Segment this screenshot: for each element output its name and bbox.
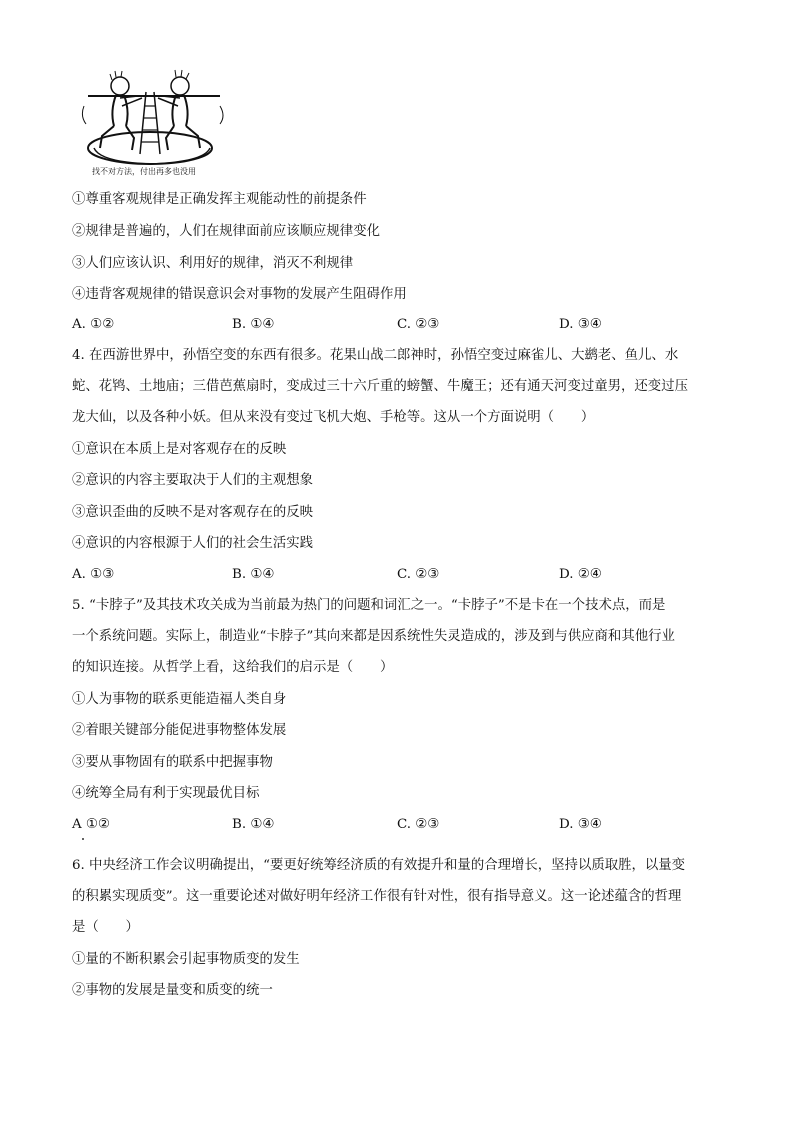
q3-statement-3: ③人们应该认识、利用好的规律，消灭不利规律 [72, 256, 354, 271]
q4-statement-1: ①意识在本质上是对客观存在的反映 [72, 442, 287, 457]
q4-statement-3: ③意识歪曲的反映不是对客观存在的反映 [72, 505, 314, 520]
q5-option-c[interactable]: C. ②③ [397, 817, 440, 832]
q6-statement-2: ②事物的发展是量变和质变的统一 [72, 983, 273, 998]
q6-stem-line-1: 6. 中央经济工作会议明确提出，“要更好统筹经济质的有效提升和量的合理增长，坚持以质取胜，以量变 [72, 858, 686, 873]
q3-option-a[interactable]: A. ①② [72, 317, 115, 332]
q5-stem-line-2: 一个系统问题。实际上，制造业“卡脖子”其向来都是因系统性失灵造成的，涉及到与供应商和其他行业 [72, 629, 675, 644]
q5-statement-4: ④统筹全局有利于实现最优目标 [72, 786, 260, 801]
q5-options [72, 816, 732, 834]
q5-option-b[interactable]: B. ①④ [232, 817, 275, 832]
q3-statement-4: ④违背客观规律的错误意识会对事物的发展产生阻碍作用 [72, 287, 407, 302]
q6-stem-line-3: 是（ ） [72, 920, 139, 935]
q4-option-a[interactable]: A. ①③ [72, 567, 115, 582]
q3-statement-2: ②规律是普遍的，人们在规律面前应该顺应规律变化 [72, 224, 380, 239]
q4-stem-line-1: 4. 在西游世界中，孙悟空变的东西有很多。花果山战二郎神时，孙悟空变过麻雀儿、大鹚老、鱼儿、水 [72, 348, 679, 363]
q5-statement-3: ③要从事物固有的联系中把握事物 [72, 755, 273, 770]
q4-option-b[interactable]: B. ①④ [232, 567, 275, 582]
stray-dot [82, 838, 84, 840]
q3-statement-1: ①尊重客观规律是正确发挥主观能动性的前提条件 [72, 192, 367, 207]
q4-option-c[interactable]: C. ②③ [397, 567, 440, 582]
q5-stem-line-3: 的知识连接。从哲学上看，这给我们的启示是（ ） [72, 660, 394, 675]
q5-option-a[interactable]: A ①② [72, 817, 110, 832]
q5-statement-2: ②着眼关键部分能促进事物整体发展 [72, 723, 287, 738]
q3-options [72, 316, 732, 334]
q5-statement-1: ①人为事物的联系更能造福人类自身 [72, 692, 287, 707]
tug-of-war-cartoon-icon [80, 66, 230, 178]
q3-option-b[interactable]: B. ①④ [232, 317, 275, 332]
q4-option-d[interactable]: D. ②④ [559, 567, 602, 582]
cartoon-caption: 找不对方法，付出再多也没用 [92, 167, 196, 176]
q5-option-d[interactable]: D. ③④ [559, 817, 602, 832]
q4-statement-4: ④意识的内容根源于人们的社会生活实践 [72, 536, 314, 551]
q3-option-c[interactable]: C. ②③ [397, 317, 440, 332]
q4-stem-line-2: 蛇、花鸨、土地庙；三借芭蕉扇时，变成过三十六斤重的螃蟹、牛魔王；还有通天河变过童男，还变过压 [72, 379, 688, 394]
q6-stem-line-2: 的积累实现质变”。这一重要论述对做好明年经济工作很有针对性，很有指导意义。这一论述蕴含的哲理 [72, 889, 682, 904]
q4-statement-2: ②意识的内容主要取决于人们的主观想象 [72, 473, 314, 488]
q4-stem-line-3: 龙大仙，以及各种小妖。但从来没有变过飞机大炮、手枪等。这从一个方面说明（ ） [72, 410, 595, 425]
q6-statement-1: ①量的不断积累会引起事物质变的发生 [72, 952, 300, 967]
q4-options [72, 566, 732, 584]
q5-stem-line-1: 5. “卡脖子”及其技术攻关成为当前最为热门的问题和词汇之一。“卡脖子”不是卡在一个技术点，而是 [72, 598, 666, 613]
q3-option-d[interactable]: D. ③④ [559, 317, 602, 332]
